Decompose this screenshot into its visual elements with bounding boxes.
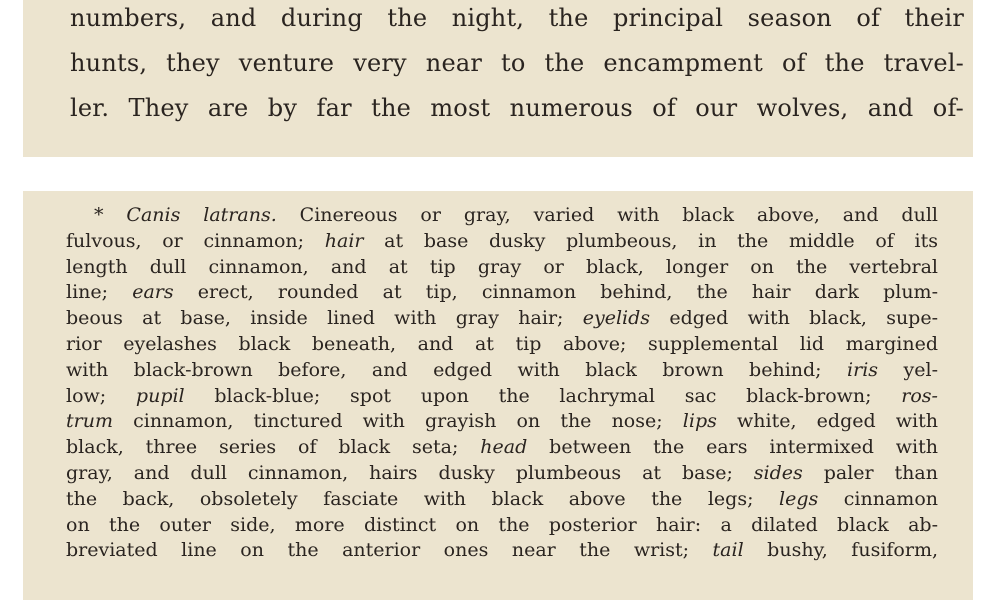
footnote-italic-term: pupil <box>135 384 185 407</box>
footnote-line <box>66 487 938 513</box>
footnote-italic-term: hair <box>324 229 364 252</box>
footnote-text: yel- <box>878 358 938 381</box>
footnote-text: rior eyelashes black beneath, and at tip above; supplemental lid margined <box>66 332 938 355</box>
footnote-italic-term: trum <box>66 410 113 433</box>
footnote-italic-term: ears <box>132 281 174 304</box>
footnote-text: fulvous, or cinnamon; <box>66 229 325 252</box>
body-text-fragment <box>23 0 973 157</box>
footnote-line <box>66 306 938 332</box>
footnote-text: line; <box>66 281 133 304</box>
footnote-italic-term: ros- <box>901 384 938 407</box>
footnote-text: Cinereous or gray, varied with black above, and dull <box>276 204 938 226</box>
footnote-text: between the ears intermixed with <box>527 436 938 459</box>
body-line: ler. They are by far the most numerous of our wolves, and of- <box>70 94 964 122</box>
footnote-text: beous at base, inside lined with gray hair; <box>66 307 583 330</box>
footnote-line <box>66 332 938 358</box>
footnote-text: edged with black, supe- <box>650 307 938 330</box>
footnote-line <box>66 409 938 435</box>
footnote-italic-term: sides <box>753 461 803 484</box>
footnote-italic-term: Canis latrans. <box>126 204 277 226</box>
footnote-italic-term: head <box>480 436 528 459</box>
footnote-line <box>66 538 938 564</box>
footnote-text: paler than <box>802 461 938 484</box>
footnote-text: white, edged with <box>716 410 938 433</box>
footnote-italic-term: eyelids <box>582 307 651 330</box>
footnote-italic-term: iris <box>847 358 879 381</box>
footnote-text: * <box>94 204 127 226</box>
footnote-text: black, three series of black seta; <box>66 436 481 459</box>
footnote-text: gray, and dull cinnamon, hairs dusky plumbeous at base; <box>66 461 754 484</box>
footnote-text: length dull cinnamon, and at tip gray or black, longer on the vertebral <box>66 255 938 278</box>
footnote-text: low; <box>66 384 136 407</box>
footnote-text: on the outer side, more distinct on the posterior hair: a dilated black ab- <box>66 513 938 536</box>
footnote-line <box>66 461 938 487</box>
footnote-line <box>66 229 938 255</box>
footnote-italic-term: tail <box>712 539 744 562</box>
footnote-line <box>66 435 938 461</box>
body-line: hunts, they venture very near to the encampment of the travel- <box>70 49 964 77</box>
footnote-fragment <box>23 191 973 600</box>
footnote-text: erect, rounded at tip, cinnamon behind, the hair dark plum- <box>173 281 938 304</box>
footnote-lines <box>66 203 938 564</box>
footnote-italic-term: legs <box>779 487 819 510</box>
footnote-text: cinnamon, tinctured with grayish on the nose; <box>112 410 683 433</box>
footnote-line <box>66 358 938 384</box>
footnote-line <box>66 280 938 306</box>
footnote-text: at base dusky plumbeous, in the middle of its <box>363 229 938 252</box>
footnote-text: cinnamon <box>818 487 938 510</box>
footnote-text: the back, obsoletely fasciate with black above the legs; <box>66 487 780 510</box>
footnote-line <box>66 203 938 229</box>
footnote-line <box>66 513 938 539</box>
footnote-line <box>66 384 938 410</box>
footnote-text: bushy, fusiform, <box>743 539 938 562</box>
footnote-text: breviated line on the anterior ones near the wrist; <box>66 539 713 562</box>
footnote-line <box>66 255 938 281</box>
footnote-text: with black-brown before, and edged with black brown behind; <box>66 358 848 381</box>
body-text-lines <box>70 0 964 131</box>
footnote-italic-term: lips <box>682 410 717 433</box>
footnote-text: black-blue; spot upon the lachrymal sac black-brown; <box>184 384 902 407</box>
body-line: numbers, and during the night, the principal season of their <box>70 4 964 32</box>
